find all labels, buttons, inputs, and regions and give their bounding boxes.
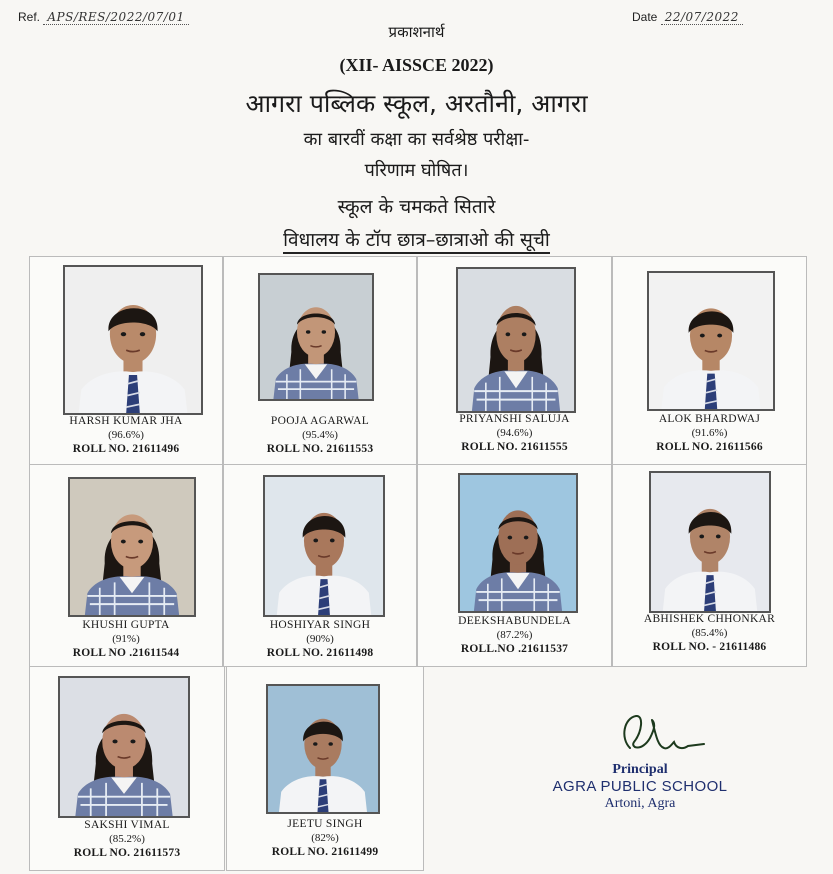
student-photo (456, 267, 576, 413)
student-name: SAKSHI VIMAL (84, 819, 170, 831)
student-name: HARSH KUMAR JHA (69, 415, 183, 427)
student-card (226, 666, 424, 871)
student-name: POOJA AGARWAL (270, 415, 370, 427)
student-card (223, 464, 417, 667)
student-name: KHUSHI GUPTA (82, 619, 170, 631)
student-roll-number: ROLL NO. 21611499 (271, 846, 379, 858)
student-percentage: (91%) (112, 633, 140, 645)
student-name: JEETU SINGH (287, 818, 363, 830)
date-value: 22/07/2022 (661, 10, 743, 25)
student-photo (63, 265, 203, 415)
student-info (613, 612, 806, 654)
student-roll-number: ROLL NO. - 21611486 (652, 641, 767, 653)
student-photo (266, 684, 380, 814)
student-info (224, 414, 416, 456)
ref-label: Ref. (18, 10, 41, 24)
student-photo (263, 475, 385, 617)
toppers-list-heading-text: विधालय के टॉप छात्र–छात्राओ की सूची (283, 229, 550, 254)
student-card (612, 256, 807, 465)
student-percentage: (87.2%) (496, 629, 533, 641)
student-percentage: (91.6%) (691, 427, 728, 439)
student-info (227, 817, 423, 859)
student-roll-number: ROLL NO. 21611553 (266, 443, 374, 455)
student-photo (647, 271, 775, 411)
student-photo (649, 471, 771, 613)
student-photo (58, 676, 190, 818)
student-info (613, 412, 806, 454)
student-roll-number: ROLL NO. 21611566 (656, 441, 763, 453)
principal-title: Principal (612, 762, 668, 777)
result-headline-1: का बारवीं कक्षा का सर्वश्रेष्ठ परीक्षा- (303, 129, 530, 150)
student-name: ALOK BHARDWAJ (658, 413, 761, 425)
student-roll-number: ROLL NO .21611544 (72, 647, 180, 659)
principal-signature (612, 708, 707, 764)
student-percentage: (96.6%) (108, 429, 144, 441)
student-card (417, 256, 612, 465)
student-info (30, 618, 222, 660)
school-name-hindi: आगरा पब्लिक स्कूल, अरतौनी, आगरा (245, 89, 588, 118)
student-card (29, 256, 223, 465)
student-roll-number: ROLL NO. 21611498 (266, 647, 374, 659)
student-percentage: (90%) (306, 633, 334, 645)
student-info (224, 618, 416, 660)
student-percentage: (94.6%) (496, 427, 533, 439)
student-percentage: (82%) (311, 832, 339, 844)
student-name: ABHISHEK CHHONKAR (643, 613, 776, 625)
school-place: Artoni, Agra (604, 796, 676, 811)
student-roll-number: ROLL NO. 21611555 (461, 441, 568, 453)
student-percentage: (85.2%) (109, 833, 145, 845)
student-card (29, 464, 223, 667)
date-label: Date (632, 10, 658, 24)
student-card (223, 256, 417, 465)
publication-label: प्रकाशनार्थ (388, 23, 445, 41)
school-name: AGRA PUBLIC SCHOOL (552, 778, 728, 795)
student-info (418, 412, 611, 454)
student-name: HOSHIYAR SINGH (269, 619, 371, 631)
result-headline-2: परिणाम घोषित। (364, 160, 469, 181)
student-roll-number: ROLL NO. 21611573 (73, 847, 181, 859)
student-info (30, 414, 222, 456)
student-card (417, 464, 612, 667)
student-card (612, 464, 807, 667)
student-photo (458, 473, 578, 613)
student-card (29, 666, 225, 871)
student-roll-number: ROLL NO. 21611496 (72, 443, 180, 455)
exam-title: (XII- AISSCE 2022) (339, 55, 494, 75)
student-roll-number: ROLL.NO .21611537 (460, 643, 569, 655)
student-name: PRIYANSHI SALUJA (459, 413, 570, 425)
principal-block (540, 762, 740, 812)
student-percentage: (85.4%) (691, 627, 728, 639)
shining-stars-heading: स्कूल के चमकते सितारे (337, 196, 496, 218)
student-percentage: (95.4%) (302, 429, 338, 441)
student-photo (258, 273, 374, 401)
student-name: DEEKSHABUNDELA (458, 615, 571, 627)
student-info (30, 818, 224, 860)
ref-value: APS/RES/2022/07/01 (43, 10, 188, 25)
toppers-list-heading (0, 226, 833, 252)
student-photo (68, 477, 196, 617)
student-info (418, 614, 611, 656)
